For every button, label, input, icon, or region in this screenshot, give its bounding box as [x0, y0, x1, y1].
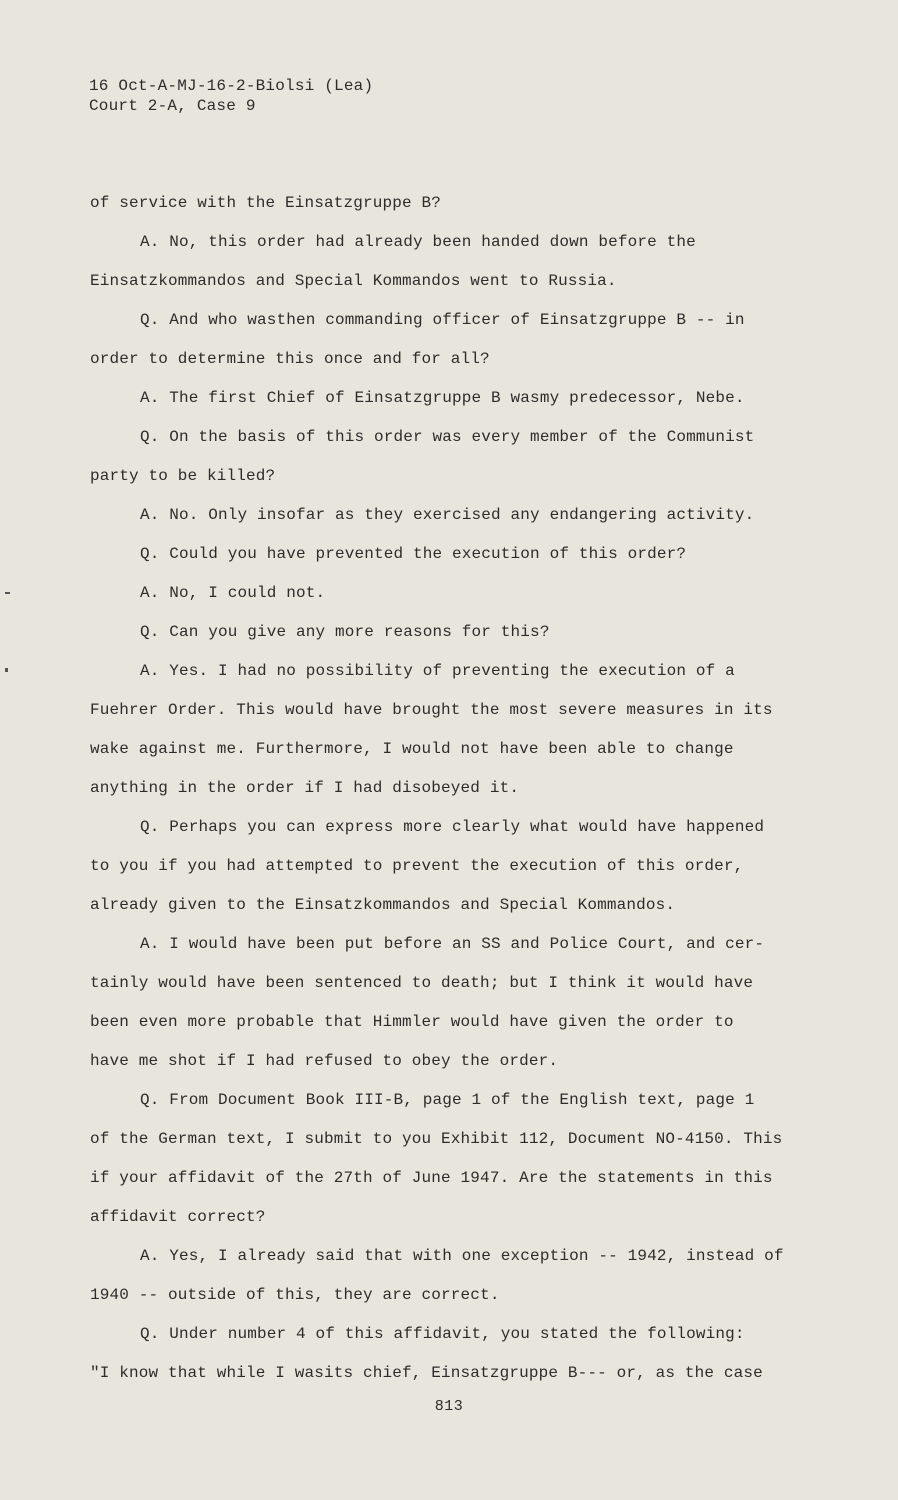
transcript-line: Q. On the basis of this order was every member of the Communist: [140, 428, 755, 446]
transcript-line: been even more probable that Himmler would have given the order to: [90, 1013, 734, 1031]
transcript-line: A. I would have been put before an SS and Police Court, and cer-: [140, 935, 765, 953]
transcript-line: Q. Can you give any more reasons for this?: [140, 623, 550, 641]
transcript-line: anything in the order if I had disobeyed it.: [90, 779, 520, 797]
transcript-line: "I know that while I wasits chief, Einsatzgruppe B--- or, as the case: [90, 1364, 763, 1382]
transcript-line: A. No, I could not.: [140, 584, 326, 602]
transcript-line: party to be killed?: [90, 467, 276, 485]
transcript-line: tainly would have been sentenced to death; but I think it would have: [90, 974, 754, 992]
transcript-line: Q. Perhaps you can express more clearly what would have happened: [140, 818, 765, 836]
margin-mark: [5, 592, 10, 594]
transcript-line: to you if you had attempted to prevent the execution of this order,: [90, 857, 744, 875]
transcript-line: Q. And who wasthen commanding officer of Einsatzgruppe B -- in: [140, 311, 745, 329]
page-number: 813: [434, 1398, 464, 1415]
transcript-body: [90, 189, 810, 1398]
transcript-line: already given to the Einsatzkommandos and Special Kommandos.: [90, 896, 676, 914]
transcript-line: Q. Could you have prevented the execution of this order?: [140, 545, 687, 563]
transcript-line: Q. Under number 4 of this affidavit, you stated the following:: [140, 1325, 745, 1343]
transcript-line: have me shot if I had refused to obey the order.: [90, 1052, 559, 1070]
header-session-line: 16 Oct-A-MJ-16-2-Biolsi (Lea): [89, 77, 374, 95]
transcript-line: of the German text, I submit to you Exhibit 112, Document NO-4150. This: [90, 1130, 783, 1148]
transcript-line: 1940 -- outside of this, they are correct.: [90, 1286, 500, 1304]
document-header: [89, 76, 373, 116]
transcript-line: order to determine this once and for all?: [90, 350, 490, 368]
transcript-line: if your affidavit of the 27th of June 1947. Are the statements in this: [90, 1169, 773, 1187]
transcript-line: Q. From Document Book III-B, page 1 of the English text, page 1: [140, 1091, 755, 1109]
header-court-line: Court 2-A, Case 9: [89, 97, 256, 115]
transcript-line: A. No. Only insofar as they exercised any endangering activity.: [140, 506, 755, 524]
transcript-line: A. The first Chief of Einsatzgruppe B wasmy predecessor, Nebe.: [140, 389, 745, 407]
transcript-line: A. No, this order had already been handed down before the: [140, 233, 696, 251]
transcript-line: affidavit correct?: [90, 1208, 266, 1226]
margin-mark: [5, 668, 8, 672]
transcript-line: A. Yes, I already said that with one exception -- 1942, instead of: [140, 1247, 784, 1265]
transcript-line: wake against me. Furthermore, I would not have been able to change: [90, 740, 734, 758]
transcript-line: Einsatzkommandos and Special Kommandos went to Russia.: [90, 272, 617, 290]
transcript-line: of service with the Einsatzgruppe B?: [90, 194, 442, 212]
transcript-line: Fuehrer Order. This would have brought the most severe measures in its: [90, 701, 773, 719]
transcript-line: A. Yes. I had no possibility of preventing the execution of a: [140, 662, 735, 680]
